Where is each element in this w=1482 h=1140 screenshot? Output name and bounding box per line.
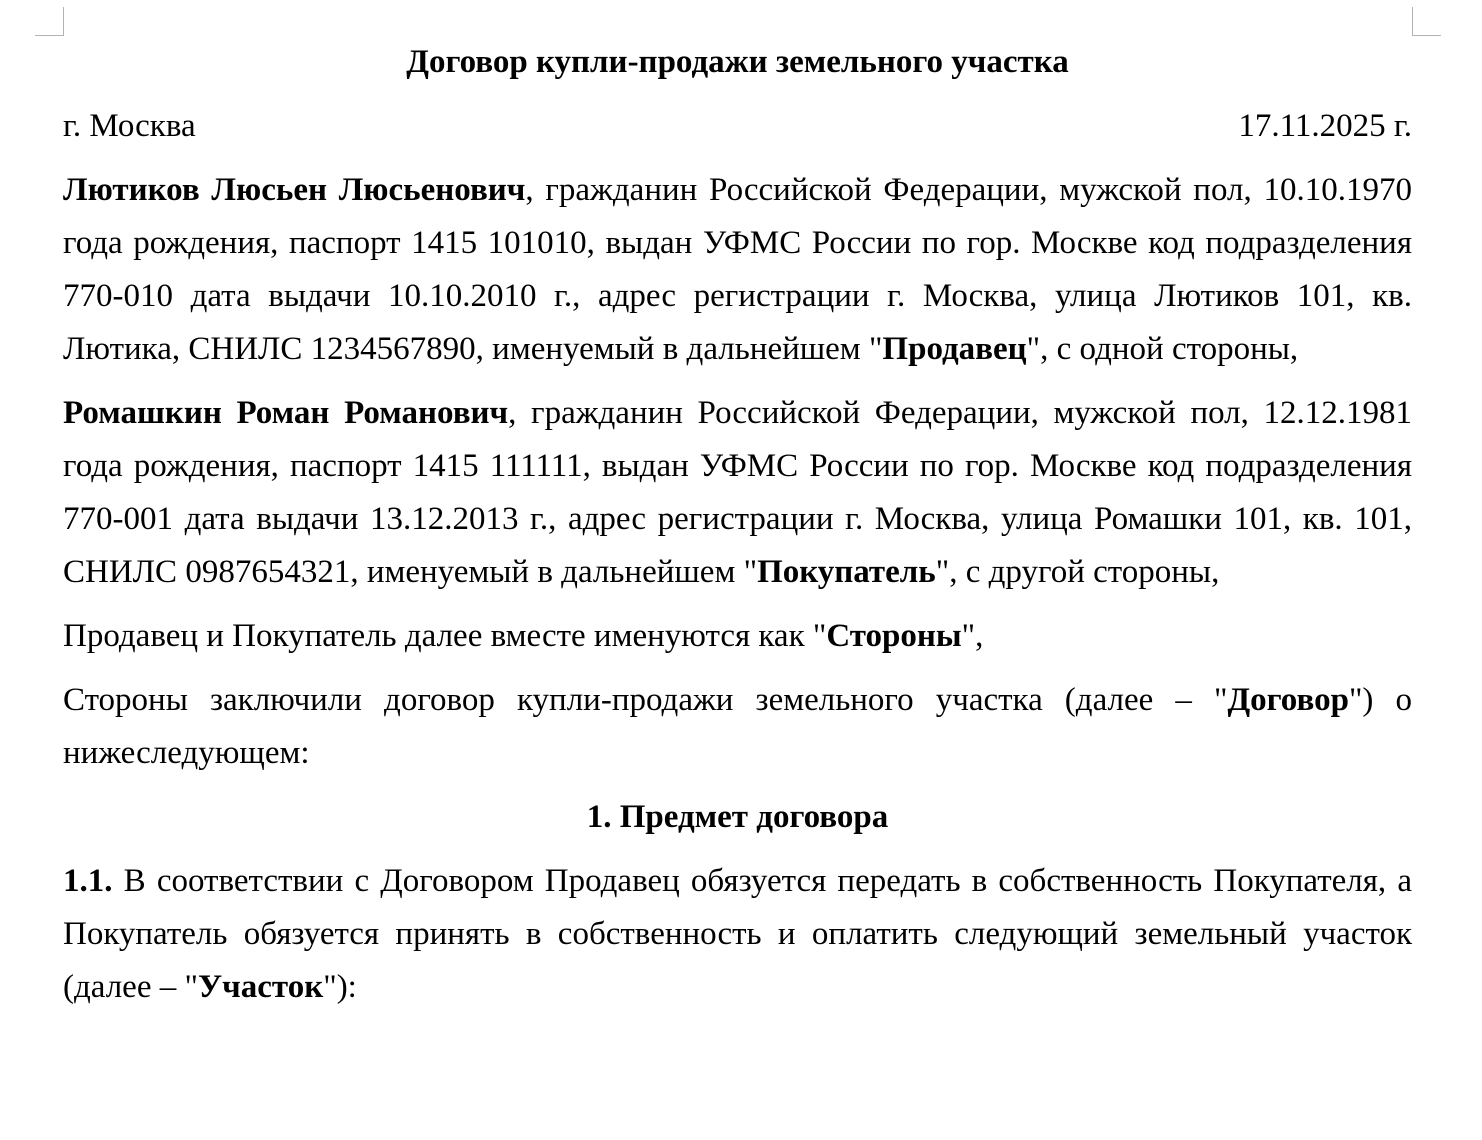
document-title: Договор купли-продажи земельного участка bbox=[406, 44, 1069, 80]
bold-text-run: 1.1. bbox=[63, 863, 113, 899]
text-boundary-corner-top-right bbox=[1412, 7, 1441, 36]
document-text-area[interactable] bbox=[63, 36, 1412, 1014]
bold-text-run: Лютиков Люсьен Люсьенович bbox=[63, 172, 526, 208]
text-run: Стороны заключили договор купли-продажи земельного участка (далее – " bbox=[63, 682, 1228, 718]
bold-text-run: Участок bbox=[197, 969, 324, 1005]
paragraph-parties-together bbox=[63, 610, 1412, 663]
text-run: "): bbox=[323, 969, 357, 1005]
text-run: ") о нижеследующем: bbox=[63, 682, 1412, 771]
dateline-row bbox=[63, 100, 1412, 153]
paragraph-agreement-statement bbox=[63, 674, 1412, 780]
text-run: ", с одной стороны, bbox=[1026, 331, 1299, 367]
dateline-date: 17.11.2025 г. bbox=[1238, 108, 1412, 144]
text-run: ", с другой стороны, bbox=[935, 554, 1220, 590]
bold-text-run: Стороны bbox=[826, 618, 962, 654]
paragraph-buyer-intro bbox=[63, 387, 1412, 599]
section-1-heading: 1. Предмет договора bbox=[586, 799, 889, 835]
text-boundary-corner-top-left bbox=[35, 7, 64, 36]
text-run: В соответствии с Договором Продавец обязуется передать в собственность Покупателя, а Покупатель обязуется принять в собственность и оплатить следующий земельный участок (далее – " bbox=[63, 863, 1412, 1005]
bold-text-run: Ромашкин Роман Романович bbox=[63, 395, 509, 431]
bold-text-run: Продавец bbox=[882, 331, 1027, 367]
bold-text-run: Договор bbox=[1227, 682, 1349, 718]
paragraph-clause-1-1 bbox=[63, 855, 1412, 1014]
text-run: ", bbox=[961, 618, 984, 654]
paragraph-seller-intro bbox=[63, 164, 1412, 376]
text-run: , гражданин Российской Федерации, мужской пол, 10.10.1970 года рождения, паспорт 1415 101010, выдан УФМС России по гор. Москве код подразделения 770-010 дата выдачи 10.10.2010 г., адрес регистрации г. Москва, улица Лютиков 101, кв. Лютика, СНИЛС 1234567890, именуемый в дальнейшем " bbox=[63, 172, 1412, 367]
bold-text-run: Покупатель bbox=[757, 554, 936, 590]
text-run: , гражданин Российской Федерации, мужской пол, 12.12.1981 года рождения, паспорт 1415 111111, выдан УФМС России по гор. Москве код подразделения 770-001 дата выдачи 13.12.2013 г., адрес регистрации г. Москва, улица Ромашки 101, кв. 101, СНИЛС 0987654321, именуемый в дальнейшем " bbox=[63, 395, 1413, 590]
dateline-city: г. Москва bbox=[63, 108, 196, 144]
text-run: Продавец и Покупатель далее вместе именуются как " bbox=[63, 618, 827, 654]
